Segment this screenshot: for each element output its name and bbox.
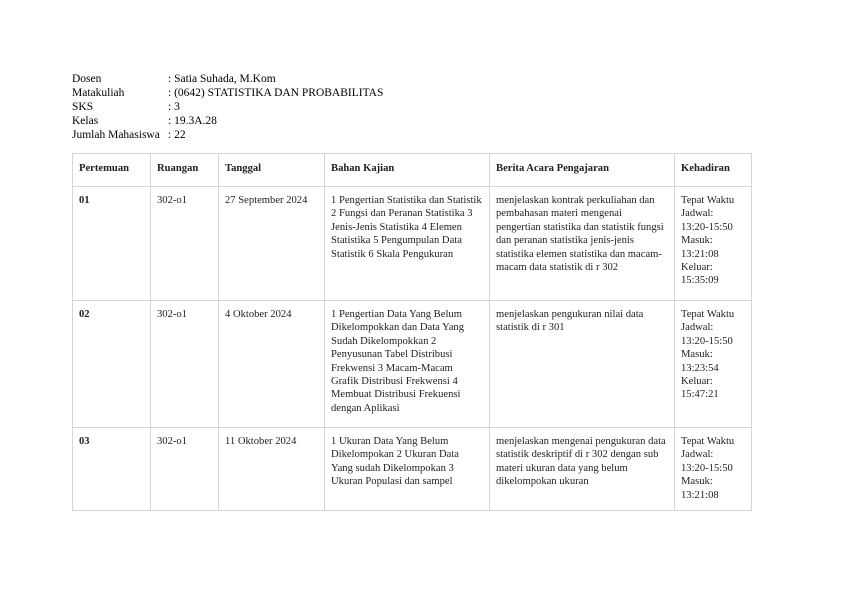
kelas-value: : 19.3A.28	[168, 115, 217, 127]
matakuliah-value: : (0642) STATISTIKA DAN PROBABILITAS	[168, 87, 384, 99]
jumlah-label: Jumlah Mahasiswa	[72, 129, 160, 141]
matakuliah-label: Matakuliah	[72, 87, 125, 99]
sks-label: SKS	[72, 101, 94, 113]
kehadiran-masuk: 13:21:08	[681, 248, 719, 260]
cell-kehadiran	[675, 301, 752, 428]
kelas-label: Kelas	[72, 115, 99, 127]
kehadiran-status: Tepat Waktu	[681, 436, 735, 447]
kehadiran-jadwal-label: Jadwal:	[681, 449, 714, 461]
kehadiran-status: Tepat Waktu	[681, 309, 735, 320]
cell-pertemuan: 03	[73, 428, 151, 511]
kehadiran-keluar: 15:47:21	[681, 389, 719, 401]
kehadiran-keluar: 15:35:09	[681, 275, 719, 287]
kehadiran-keluar-label: Keluar:	[681, 262, 713, 274]
kehadiran-jadwal: 13:20-15:50	[681, 221, 733, 233]
kehadiran-jadwal: 13:20-15:50	[681, 335, 733, 347]
cell-ruangan: 302-o1	[151, 187, 219, 301]
table-row	[73, 428, 752, 511]
table-header-row	[73, 154, 752, 187]
kehadiran-keluar-label: Keluar:	[681, 376, 713, 388]
matakuliah-row	[72, 86, 472, 100]
kehadiran-jadwal-label: Jadwal:	[681, 208, 714, 220]
cell-tanggal: 27 September 2024	[219, 187, 325, 301]
cell-tanggal: 4 Oktober 2024	[219, 301, 325, 428]
cell-pertemuan: 02	[73, 301, 151, 428]
sks-value: : 3	[168, 101, 180, 113]
cell-kehadiran	[675, 187, 752, 301]
header-bahan-kajian: Bahan Kajian	[325, 154, 490, 187]
cell-berita-acara: menjelaskan mengenai pengukuran data statistik deskriptif di r 302 dengan sub materi ukuran data yang belum dikelompokan ukuran	[490, 428, 675, 511]
cell-ruangan: 302-o1	[151, 428, 219, 511]
header-pertemuan: Pertemuan	[73, 154, 151, 187]
cell-berita-acara: menjelaskan kontrak perkuliahan dan pembahasan materi mengenai pengertian statistika dan statistik fungsi dan peranan statistika jenis-jenis statistika elemen statistika dan macam-macam data statistik di r 302	[490, 187, 675, 301]
dosen-value: : Satia Suhada, M.Kom	[168, 73, 276, 85]
kehadiran-masuk-label: Masuk:	[681, 349, 713, 361]
dosen-label: Dosen	[72, 73, 102, 85]
header-berita-acara: Berita Acara Pengajaran	[490, 154, 675, 187]
sks-row	[72, 100, 472, 114]
kehadiran-masuk: 13:23:54	[681, 362, 719, 374]
cell-pertemuan: 01	[73, 187, 151, 301]
jumlah-row	[72, 128, 472, 142]
table-row	[73, 187, 752, 301]
cell-kehadiran	[675, 428, 752, 511]
attendance-table	[72, 153, 752, 511]
cell-bahan-kajian: 1 Pengertian Statistika dan Statistik 2 Fungsi dan Peranan Statistika 3 Jenis-Jenis Statistika 4 Elemen Statistika 5 Pengumpulan Data Statistik 6 Skala Pengukuran	[325, 187, 490, 301]
cell-bahan-kajian: 1 Pengertian Data Yang Belum Dikelompokkan dan Data Yang Sudah Dikelompokkan 2 Penyusunan Tabel Distribusi Frekwensi 3 Macam-Macam Grafik Distribusi Frekwensi 4 Membuat Distribusi Frekuensi dengan Aplikasi	[325, 301, 490, 428]
header-ruangan: Ruangan	[151, 154, 219, 187]
course-info	[72, 72, 472, 142]
cell-berita-acara: menjelaskan pengukuran nilai data statistik di r 301	[490, 301, 675, 428]
kehadiran-jadwal: 13:20-15:50	[681, 462, 733, 474]
header-tanggal: Tanggal	[219, 154, 325, 187]
dosen-row	[72, 72, 472, 86]
header-kehadiran: Kehadiran	[675, 154, 752, 187]
cell-bahan-kajian: 1 Ukuran Data Yang Belum Dikelompokan 2 Ukuran Data Yang sudah Dikelompokan 3 Ukuran Populasi dan sampel	[325, 428, 490, 511]
kehadiran-masuk-label: Masuk:	[681, 235, 713, 247]
table-row	[73, 301, 752, 428]
kelas-row	[72, 114, 472, 128]
cell-tanggal: 11 Oktober 2024	[219, 428, 325, 511]
kehadiran-status: Tepat Waktu	[681, 195, 735, 206]
jumlah-value: : 22	[168, 129, 186, 141]
kehadiran-jadwal-label: Jadwal:	[681, 322, 714, 334]
cell-ruangan: 302-o1	[151, 301, 219, 428]
kehadiran-masuk-label: Masuk:	[681, 476, 713, 488]
kehadiran-masuk: 13:21:08	[681, 489, 719, 501]
